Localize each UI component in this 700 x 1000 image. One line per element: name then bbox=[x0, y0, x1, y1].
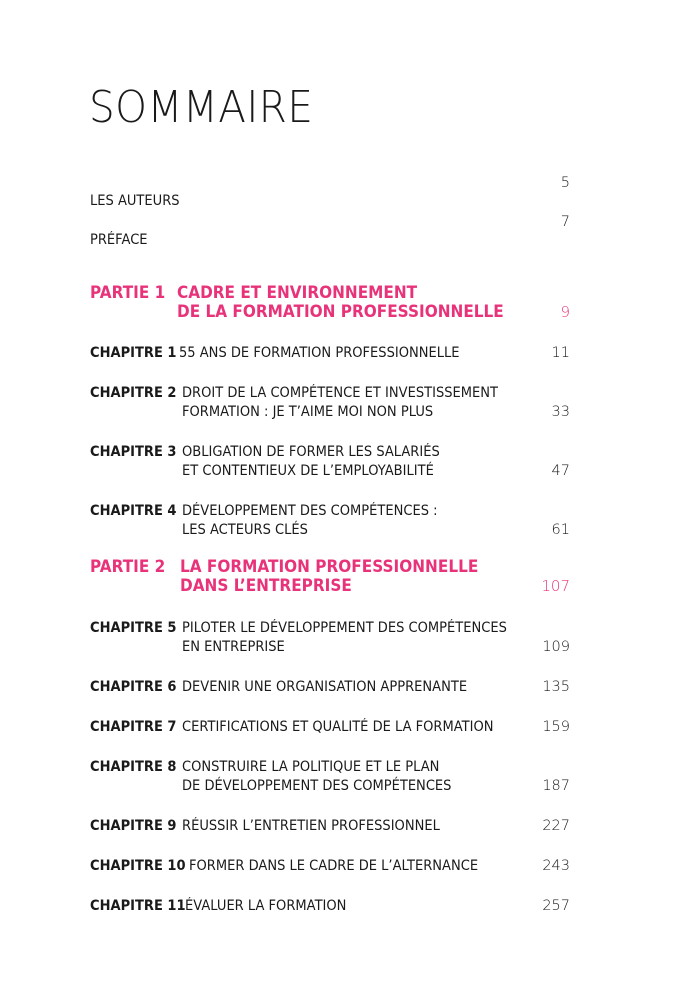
toc-part-1[interactable] bbox=[90, 284, 570, 322]
toc-chapter-9[interactable] bbox=[90, 817, 570, 835]
toc-chapter-5[interactable] bbox=[90, 619, 570, 656]
chapter-title: DROIT DE LA COMPÉTENCE ET INVESTISSEMENT FORMATION : JE T’AIME MOI NON PLUS bbox=[182, 385, 498, 420]
toc-chapter-7[interactable] bbox=[90, 718, 570, 736]
chapter-title: PILOTER LE DÉVELOPPEMENT DES COMPÉTENCES EN ENTREPRISE bbox=[182, 620, 507, 655]
chapter-page: 257 bbox=[542, 897, 570, 914]
toc-part-2[interactable] bbox=[90, 558, 570, 596]
chapter-label: CHAPITRE 11 bbox=[90, 898, 186, 914]
chapter-label: CHAPITRE 2 bbox=[90, 385, 177, 401]
chapter-page: 109 bbox=[542, 638, 570, 655]
part-page: 107 bbox=[541, 577, 570, 595]
chapter-label: CHAPITRE 4 bbox=[90, 503, 177, 519]
chapter-title: CONSTRUIRE LA POLITIQUE ET LE PLAN DE DÉVELOPPEMENT DES COMPÉTENCES bbox=[182, 759, 452, 794]
toc-chapter-3[interactable] bbox=[90, 443, 570, 480]
toc-chapter-4[interactable] bbox=[90, 502, 570, 539]
chapter-label: CHAPITRE 8 bbox=[90, 759, 177, 775]
part-label: PARTIE 1 bbox=[90, 283, 166, 303]
part-title: CADRE ET ENVIRONNEMENT DE LA FORMATION PROFESSIONNELLE bbox=[177, 283, 504, 322]
chapter-page: 61 bbox=[551, 521, 570, 538]
chapter-page: 227 bbox=[542, 817, 570, 834]
chapter-label: CHAPITRE 9 bbox=[90, 818, 177, 834]
chapter-page: 47 bbox=[551, 462, 570, 479]
chapter-title: 55 ANS DE FORMATION PROFESSIONNELLE bbox=[179, 345, 460, 361]
chapter-label: CHAPITRE 7 bbox=[90, 719, 177, 735]
toc-chapter-10[interactable] bbox=[90, 857, 570, 875]
chapter-title: DEVENIR UNE ORGANISATION APPRENANTE bbox=[182, 679, 468, 695]
toc-chapter-1[interactable] bbox=[90, 344, 570, 362]
page-title: SOMMAIRE bbox=[89, 82, 314, 133]
part-label: PARTIE 2 bbox=[90, 557, 166, 577]
entry-page: 7 bbox=[560, 213, 570, 230]
chapter-title: RÉUSSIR L’ENTRETIEN PROFESSIONNEL bbox=[182, 818, 440, 834]
chapter-page: 187 bbox=[542, 777, 570, 794]
toc-chapter-11[interactable] bbox=[90, 897, 570, 915]
chapter-label: CHAPITRE 5 bbox=[90, 620, 177, 636]
toc-chapter-6[interactable] bbox=[90, 678, 570, 696]
chapter-page: 159 bbox=[542, 718, 570, 735]
chapter-title: ÉVALUER LA FORMATION bbox=[185, 898, 347, 914]
chapter-title: CERTIFICATIONS ET QUALITÉ DE LA FORMATION bbox=[182, 719, 494, 735]
toc-chapter-8[interactable] bbox=[90, 758, 570, 795]
chapter-page: 243 bbox=[542, 857, 570, 874]
chapter-page: 33 bbox=[551, 403, 570, 420]
chapter-page: 11 bbox=[551, 344, 570, 361]
chapter-page: 135 bbox=[542, 678, 570, 695]
part-page: 9 bbox=[560, 303, 570, 321]
chapter-title: DÉVELOPPEMENT DES COMPÉTENCES : LES ACTEURS CLÉS bbox=[182, 503, 438, 538]
entry-text: LES AUTEURS bbox=[90, 193, 180, 209]
chapter-label: CHAPITRE 6 bbox=[90, 679, 177, 695]
chapter-label: CHAPITRE 3 bbox=[90, 444, 177, 460]
chapter-title: OBLIGATION DE FORMER LES SALARIÉS ET CONTENTIEUX DE L’EMPLOYABILITÉ bbox=[182, 444, 440, 479]
chapter-label: CHAPITRE 1 bbox=[90, 345, 177, 361]
entry-text: PRÉFACE bbox=[90, 232, 148, 248]
chapter-label: CHAPITRE 10 bbox=[90, 858, 186, 874]
chapter-title: FORMER DANS LE CADRE DE L’ALTERNANCE bbox=[189, 858, 479, 874]
part-title: LA FORMATION PROFESSIONNELLE DANS L’ENTREPRISE bbox=[180, 557, 479, 596]
entry-page: 5 bbox=[560, 174, 570, 191]
toc-chapter-2[interactable] bbox=[90, 384, 570, 421]
